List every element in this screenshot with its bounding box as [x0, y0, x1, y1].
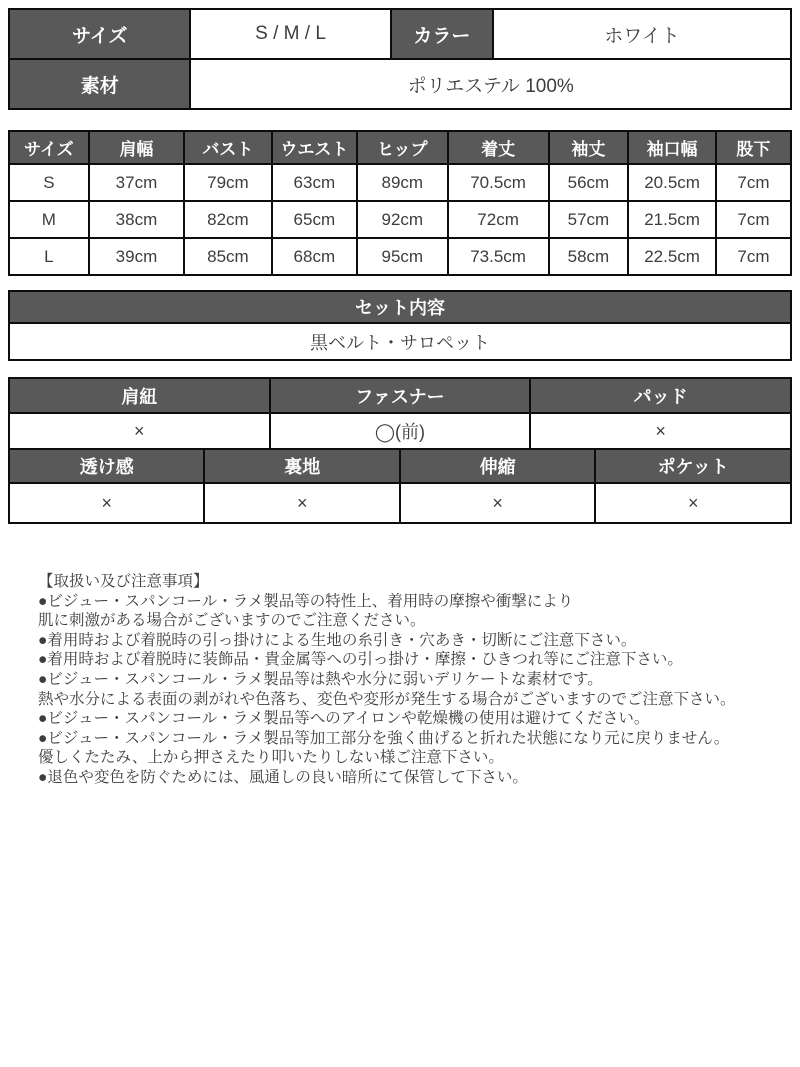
sheerness-value-cell: × — [9, 483, 204, 523]
size-chart-cell: 68cm — [272, 238, 357, 275]
size-chart-header-cuff-width: 袖口幅 — [628, 131, 716, 164]
size-chart-cell: 73.5cm — [448, 238, 549, 275]
features-value-row-2 — [9, 483, 791, 523]
size-value-cell: S / M / L — [190, 9, 390, 59]
note-line: ●着用時および着脱時に装飾品・貴金属等への引っ掛け・摩擦・ひきつれ等にご注意下さい。 — [38, 651, 683, 669]
size-chart-header-length: 着丈 — [448, 131, 549, 164]
size-chart-header-size: サイズ — [9, 131, 89, 164]
shoulder-strap-label-cell: 肩紐 — [9, 378, 270, 413]
info-row-size-color — [9, 9, 791, 59]
set-contents-table — [8, 290, 792, 361]
size-chart-header-shoulder-width: 肩幅 — [89, 131, 184, 164]
set-contents-value-row — [9, 323, 791, 360]
size-chart-row-m — [9, 201, 791, 238]
size-chart-cell: 85cm — [184, 238, 272, 275]
size-chart-cell: 72cm — [448, 201, 549, 238]
size-chart-cell: 7cm — [716, 238, 791, 275]
size-chart-cell: M — [9, 201, 89, 238]
size-chart-cell: 58cm — [549, 238, 629, 275]
note-line: ●着用時および着脱時の引っ掛けによる生地の糸引き・穴あき・切断にご注意下さい。 — [38, 631, 637, 649]
size-chart-cell: 92cm — [357, 201, 448, 238]
size-chart-header-hip: ヒップ — [357, 131, 448, 164]
pocket-label-cell: ポケット — [595, 449, 791, 483]
stretch-label-cell: 伸縮 — [400, 449, 595, 483]
note-line: ●ビジュー・スパンコール・ラメ製品等加工部分を強く曲げると折れた状態になり元に戻りません。 — [38, 729, 730, 747]
set-contents-value-cell: 黒ベルト・サロペット — [9, 323, 791, 360]
stretch-value-cell: × — [400, 483, 595, 523]
set-contents-header-row — [9, 291, 791, 323]
care-notes-title: 【取扱い及び注意事項】 — [38, 573, 209, 590]
features-table — [8, 377, 792, 524]
fastener-value-cell: ◯(前) — [270, 413, 531, 449]
note-line: ●ビジュー・スパンコール・ラメ製品等の特性上、着用時の摩擦や衝撃により — [38, 592, 574, 610]
note-line: ●ビジュー・スパンコール・ラメ製品等は熱や水分に弱いデリケートな素材です。 — [38, 670, 603, 688]
size-chart-cell: 65cm — [272, 201, 357, 238]
note-line: 熱や水分による表面の剥がれや色落ち、変色や変形が発生する場合がございますのでご注意下さい。 — [38, 690, 736, 708]
size-chart-header-waist: ウエスト — [272, 131, 357, 164]
features-header-row-1 — [9, 378, 791, 413]
size-chart-cell: 56cm — [549, 164, 629, 201]
size-chart-header-bust: バスト — [184, 131, 272, 164]
size-chart-cell: 95cm — [357, 238, 448, 275]
size-chart-cell: 7cm — [716, 201, 791, 238]
size-chart-header-sleeve-length: 袖丈 — [549, 131, 629, 164]
size-chart-cell: 20.5cm — [628, 164, 716, 201]
size-chart-cell: 7cm — [716, 164, 791, 201]
size-chart-cell: 21.5cm — [628, 201, 716, 238]
color-value-cell: ホワイト — [493, 9, 791, 59]
lining-label-cell: 裏地 — [204, 449, 399, 483]
care-notes — [38, 572, 768, 788]
pad-label-cell: パッド — [530, 378, 791, 413]
fastener-label-cell: ファスナー — [270, 378, 531, 413]
size-chart-cell: 39cm — [89, 238, 184, 275]
size-chart-header-inseam: 股下 — [716, 131, 791, 164]
size-chart-header-row — [9, 131, 791, 164]
size-chart-cell: 38cm — [89, 201, 184, 238]
size-chart-cell: L — [9, 238, 89, 275]
size-chart-cell: 79cm — [184, 164, 272, 201]
size-chart-cell: 82cm — [184, 201, 272, 238]
size-chart-cell: 63cm — [272, 164, 357, 201]
size-chart-cell: 89cm — [357, 164, 448, 201]
size-chart-cell: 70.5cm — [448, 164, 549, 201]
material-label-cell: 素材 — [9, 59, 190, 109]
material-value-cell: ポリエステル 100% — [190, 59, 791, 109]
sheerness-label-cell: 透け感 — [9, 449, 204, 483]
size-chart-cell: 37cm — [89, 164, 184, 201]
shoulder-strap-value-cell: × — [9, 413, 270, 449]
features-header-row-2 — [9, 449, 791, 483]
set-contents-label-cell: セット内容 — [9, 291, 791, 323]
product-info-table — [8, 8, 792, 110]
note-line: 肌に刺激がある場合がございますのでご注意ください。 — [38, 612, 426, 630]
note-line: ●ビジュー・スパンコール・ラメ製品等へのアイロンや乾燥機の使用は避けてください。 — [38, 710, 650, 728]
size-chart-cell: S — [9, 164, 89, 201]
size-chart-row-l — [9, 238, 791, 275]
note-line: 優しくたたみ、上から押さえたり叩いたりしない様ご注意下さい。 — [38, 749, 504, 767]
color-label-cell: カラー — [391, 9, 493, 59]
lining-value-cell: × — [204, 483, 399, 523]
size-label-cell: サイズ — [9, 9, 190, 59]
note-line: ●退色や変色を防ぐためには、風通しの良い暗所にて保管して下さい。 — [38, 768, 528, 786]
size-chart-row-s — [9, 164, 791, 201]
pocket-value-cell: × — [595, 483, 791, 523]
size-chart-cell: 22.5cm — [628, 238, 716, 275]
pad-value-cell: × — [530, 413, 791, 449]
features-value-row-1 — [9, 413, 791, 449]
size-chart-table — [8, 130, 792, 276]
size-chart-cell: 57cm — [549, 201, 629, 238]
info-row-material — [9, 59, 791, 109]
